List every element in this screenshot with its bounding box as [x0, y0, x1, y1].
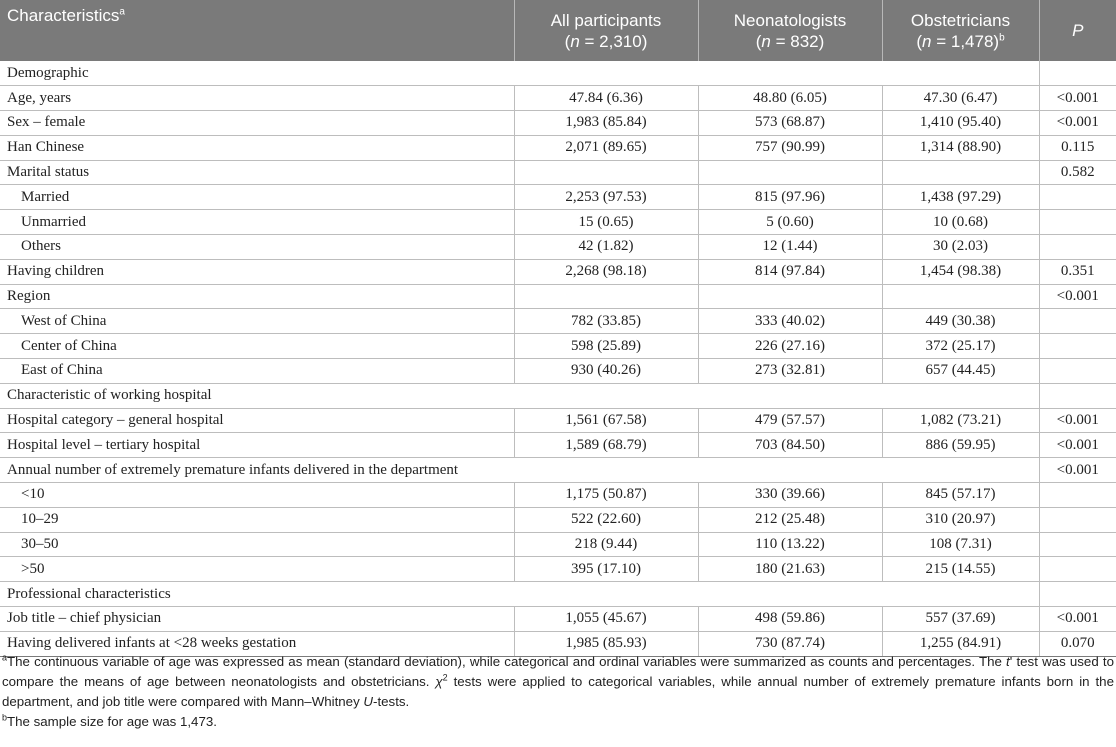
row-label: Age, years: [0, 86, 514, 111]
neonatologists-cell: 573 (68.87): [698, 111, 882, 136]
table-row: [0, 235, 1116, 260]
table-row: [0, 135, 1116, 160]
neonatologists-cell: 110 (13.22): [698, 532, 882, 557]
p-value-cell: 0.351: [1039, 259, 1116, 284]
neonatologists-cell: 498 (59.86): [698, 607, 882, 632]
neonatologists-cell: 48.80 (6.05): [698, 86, 882, 111]
table-row: [0, 557, 1116, 582]
p-value-cell: [1039, 383, 1116, 408]
p-value-cell: <0.001: [1039, 408, 1116, 433]
neonatologists-cell: 333 (40.02): [698, 309, 882, 334]
obstetricians-cell: 1,454 (98.38): [882, 259, 1039, 284]
obstetricians-cell: 30 (2.03): [882, 235, 1039, 260]
section-label: Professional characteristics: [0, 582, 1039, 607]
row-label: Having children: [0, 259, 514, 284]
p-value-cell: [1039, 334, 1116, 359]
table-footnotes: [0, 652, 1114, 732]
row-label: Marital status: [0, 160, 514, 185]
table-header-row: [0, 0, 1116, 61]
p-value-cell: <0.001: [1039, 607, 1116, 632]
neonatologists-cell: 273 (32.81): [698, 359, 882, 384]
table-row: [0, 185, 1116, 210]
table-row: [0, 483, 1116, 508]
table-row: [0, 532, 1116, 557]
all-participants-cell: 2,268 (98.18): [514, 259, 698, 284]
p-value-cell: [1039, 61, 1116, 86]
obstetricians-cell: 310 (20.97): [882, 507, 1039, 532]
table-row: [0, 507, 1116, 532]
neonatologists-cell: 5 (0.60): [698, 210, 882, 235]
all-participants-cell: 1,589 (68.79): [514, 433, 698, 458]
section-label: Annual number of extremely premature infants delivered in the department: [0, 458, 1039, 483]
obstetricians-cell: 845 (57.17): [882, 483, 1039, 508]
table-row: [0, 334, 1116, 359]
all-participants-cell: 522 (22.60): [514, 507, 698, 532]
row-label: >50: [0, 557, 514, 582]
p-value-cell: [1039, 210, 1116, 235]
neonatologists-cell: 212 (25.48): [698, 507, 882, 532]
all-participants-cell: 782 (33.85): [514, 309, 698, 334]
header-all-participants: All participants (n = 2,310): [514, 0, 698, 61]
obstetricians-cell: 1,314 (88.90): [882, 135, 1039, 160]
footnote-a: $^a$The continuous variable of age was expressed as mean (standard deviation), while categorical and ordinal variables were summarized as counts and percentages. The t' test was used to compare the means of age between neonatologists and obstetricians. $\chi^2$ tests were applied to categorical variables, while annual number of extremely premature infants born in the department, and job title were compared with Mann–Whitney U-tests.: [2, 652, 1114, 709]
row-label: Unmarried: [0, 210, 514, 235]
all-participants-cell: 930 (40.26): [514, 359, 698, 384]
all-participants-cell: 218 (9.44): [514, 532, 698, 557]
table-row: [0, 359, 1116, 384]
row-label: Sex – female: [0, 111, 514, 136]
section-label: Demographic: [0, 61, 1039, 86]
table-row: [0, 111, 1116, 136]
obstetricians-cell: 1,082 (73.21): [882, 408, 1039, 433]
all-participants-cell: [514, 284, 698, 309]
all-participants-cell: 15 (0.65): [514, 210, 698, 235]
row-label: Han Chinese: [0, 135, 514, 160]
section-header-row: [0, 582, 1116, 607]
p-value-cell: [1039, 185, 1116, 210]
obstetricians-cell: 47.30 (6.47): [882, 86, 1039, 111]
row-label: West of China: [0, 309, 514, 334]
section-header-row: [0, 458, 1116, 483]
obstetricians-cell: 557 (37.69): [882, 607, 1039, 632]
obstetricians-cell: 1,410 (95.40): [882, 111, 1039, 136]
table-row: [0, 259, 1116, 284]
section-header-row: [0, 383, 1116, 408]
p-value-cell: [1039, 557, 1116, 582]
neonatologists-cell: 730 (87.74): [698, 631, 882, 656]
obstetricians-cell: 657 (44.45): [882, 359, 1039, 384]
table-row: [0, 284, 1116, 309]
all-participants-cell: 395 (17.10): [514, 557, 698, 582]
p-value-cell: <0.001: [1039, 111, 1116, 136]
header-p-value: P: [1039, 0, 1116, 61]
row-label: 30–50: [0, 532, 514, 557]
p-value-cell: [1039, 309, 1116, 334]
header-obstetricians: Obstetricians (n = 1,478)$^b$: [882, 0, 1039, 61]
table-row: [0, 160, 1116, 185]
p-value-cell: 0.582: [1039, 160, 1116, 185]
neonatologists-cell: 703 (84.50): [698, 433, 882, 458]
neonatologists-cell: [698, 284, 882, 309]
all-participants-cell: 47.84 (6.36): [514, 86, 698, 111]
p-value-cell: [1039, 359, 1116, 384]
p-value-cell: <0.001: [1039, 284, 1116, 309]
footnote-b: $^b$The sample size for age was 1,473.: [2, 712, 217, 729]
neonatologists-cell: [698, 160, 882, 185]
section-label: Characteristic of working hospital: [0, 383, 1039, 408]
all-participants-cell: 1,175 (50.87): [514, 483, 698, 508]
neonatologists-cell: 815 (97.96): [698, 185, 882, 210]
obstetricians-cell: [882, 284, 1039, 309]
p-value-cell: 0.070: [1039, 631, 1116, 656]
neonatologists-cell: 330 (39.66): [698, 483, 882, 508]
row-label: Hospital category – general hospital: [0, 408, 514, 433]
row-label: 10–29: [0, 507, 514, 532]
p-value-cell: [1039, 582, 1116, 607]
row-label: Married: [0, 185, 514, 210]
all-participants-cell: 1,561 (67.58): [514, 408, 698, 433]
all-participants-cell: 42 (1.82): [514, 235, 698, 260]
obstetricians-cell: 1,255 (84.91): [882, 631, 1039, 656]
neonatologists-cell: 12 (1.44): [698, 235, 882, 260]
p-value-cell: <0.001: [1039, 86, 1116, 111]
obstetricians-cell: 215 (14.55): [882, 557, 1039, 582]
table-row: [0, 408, 1116, 433]
p-value-cell: [1039, 507, 1116, 532]
header-characteristics: Characteristics$^a$: [0, 0, 514, 61]
neonatologists-cell: 814 (97.84): [698, 259, 882, 284]
neonatologists-cell: 757 (90.99): [698, 135, 882, 160]
all-participants-cell: 1,983 (85.84): [514, 111, 698, 136]
row-label: Center of China: [0, 334, 514, 359]
all-participants-cell: 1,055 (45.67): [514, 607, 698, 632]
all-participants-cell: [514, 160, 698, 185]
all-participants-cell: 1,985 (85.93): [514, 631, 698, 656]
p-value-cell: [1039, 483, 1116, 508]
all-participants-cell: 2,071 (89.65): [514, 135, 698, 160]
obstetricians-cell: 886 (59.95): [882, 433, 1039, 458]
neonatologists-cell: 180 (21.63): [698, 557, 882, 582]
table-row: [0, 309, 1116, 334]
row-label: East of China: [0, 359, 514, 384]
obstetricians-cell: 10 (0.68): [882, 210, 1039, 235]
table-row: [0, 607, 1116, 632]
obstetricians-cell: 372 (25.17): [882, 334, 1039, 359]
section-header-row: [0, 61, 1116, 86]
p-value-cell: <0.001: [1039, 433, 1116, 458]
p-value-cell: <0.001: [1039, 458, 1116, 483]
p-value-cell: [1039, 235, 1116, 260]
row-label: Having delivered infants at <28 weeks gestation: [0, 631, 514, 656]
all-participants-cell: 598 (25.89): [514, 334, 698, 359]
all-participants-cell: 2,253 (97.53): [514, 185, 698, 210]
row-label: <10: [0, 483, 514, 508]
table-row: [0, 433, 1116, 458]
obstetricians-cell: 108 (7.31): [882, 532, 1039, 557]
row-label: Region: [0, 284, 514, 309]
row-label: Hospital level – tertiary hospital: [0, 433, 514, 458]
row-label: Job title – chief physician: [0, 607, 514, 632]
neonatologists-cell: 479 (57.57): [698, 408, 882, 433]
table-row: [0, 210, 1116, 235]
table-row: [0, 86, 1116, 111]
obstetricians-cell: 1,438 (97.29): [882, 185, 1039, 210]
obstetricians-cell: [882, 160, 1039, 185]
obstetricians-cell: 449 (30.38): [882, 309, 1039, 334]
p-value-cell: 0.115: [1039, 135, 1116, 160]
p-value-cell: [1039, 532, 1116, 557]
header-neonatologists: Neonatologists (n = 832): [698, 0, 882, 61]
row-label: Others: [0, 235, 514, 260]
neonatologists-cell: 226 (27.16): [698, 334, 882, 359]
